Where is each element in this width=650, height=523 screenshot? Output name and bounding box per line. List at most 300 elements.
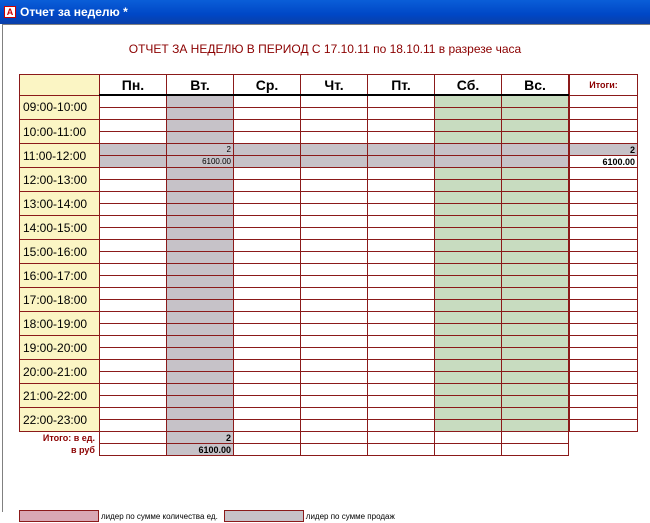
cell-sun-sum	[502, 108, 569, 120]
cell-fri-sum	[368, 108, 435, 120]
hour-label: 21:00-22:00	[20, 384, 100, 408]
cell-sat-sum	[435, 372, 502, 384]
day-fri: Пт.	[368, 75, 435, 96]
report-client-area	[0, 24, 650, 521]
total-sat-qty	[435, 432, 502, 444]
cell-sat-qty	[435, 120, 502, 132]
hour-row	[20, 312, 638, 324]
itogi-qty	[570, 216, 638, 228]
totals-sum-row	[20, 444, 638, 456]
cell-tue-sum	[167, 372, 234, 384]
itogi-sum	[570, 276, 638, 288]
hour-label: 12:00-13:00	[20, 168, 100, 192]
cell-wed-sum	[234, 324, 301, 336]
total-mon-sum	[100, 444, 167, 456]
cell-thu-sum	[301, 132, 368, 144]
cell-sun-sum	[502, 132, 569, 144]
cell-mon-qty	[100, 120, 167, 132]
hour-row	[20, 408, 638, 420]
cell-fri-qty	[368, 95, 435, 108]
cell-sun-sum	[502, 372, 569, 384]
hour-label: 15:00-16:00	[20, 240, 100, 264]
cell-thu-qty	[301, 95, 368, 108]
cell-wed-sum	[234, 372, 301, 384]
cell-wed-qty	[234, 384, 301, 396]
cell-sat-sum	[435, 300, 502, 312]
cell-fri-qty	[368, 192, 435, 204]
cell-thu-sum	[301, 348, 368, 360]
cell-mon-sum	[100, 108, 167, 120]
cell-sat-qty	[435, 384, 502, 396]
cell-fri-sum	[368, 396, 435, 408]
cell-sat-qty	[435, 264, 502, 276]
cell-tue-qty	[167, 336, 234, 348]
itogi-qty	[570, 408, 638, 420]
cell-sat-sum	[435, 180, 502, 192]
totals-sum-label: в руб	[71, 444, 95, 455]
cell-mon-sum	[100, 276, 167, 288]
cell-mon-qty	[100, 312, 167, 324]
hour-label: 19:00-20:00	[20, 336, 100, 360]
cell-tue-sum	[167, 324, 234, 336]
cell-sat-sum	[435, 204, 502, 216]
hour-row	[20, 216, 638, 228]
totals-qty-row	[20, 432, 638, 444]
cell-sun-qty	[502, 192, 569, 204]
itogi-sum	[570, 108, 638, 120]
cell-mon-qty	[100, 95, 167, 108]
cell-sat-sum	[435, 420, 502, 432]
itogi-sum	[570, 204, 638, 216]
cell-sun-qty	[502, 240, 569, 252]
cell-sun-sum	[502, 420, 569, 432]
cell-thu-sum	[301, 108, 368, 120]
cell-mon-qty	[100, 264, 167, 276]
cell-tue-qty	[167, 288, 234, 300]
cell-thu-qty	[301, 408, 368, 420]
cell-fri-qty	[368, 216, 435, 228]
cell-sat-qty	[435, 336, 502, 348]
header-corner	[20, 75, 100, 96]
total-wed-sum	[234, 444, 301, 456]
cell-fri-sum	[368, 372, 435, 384]
itogi-qty	[570, 120, 638, 132]
cell-wed-sum	[234, 300, 301, 312]
cell-tue-sum	[167, 252, 234, 264]
itogi-qty	[570, 168, 638, 180]
cell-thu-sum	[301, 276, 368, 288]
cell-fri-sum	[368, 348, 435, 360]
cell-sun-qty	[502, 144, 569, 156]
cell-mon-sum	[100, 300, 167, 312]
cell-mon-sum	[100, 132, 167, 144]
hour-row-sum	[20, 252, 638, 264]
total-sun-sum	[502, 444, 569, 456]
legend	[19, 509, 401, 523]
cell-sat-qty	[435, 168, 502, 180]
itogi-sum	[570, 228, 638, 240]
total-thu-sum	[301, 444, 368, 456]
cell-fri-qty	[368, 312, 435, 324]
cell-wed-qty	[234, 360, 301, 372]
cell-tue-sum	[167, 420, 234, 432]
hour-row-sum	[20, 228, 638, 240]
cell-fri-sum	[368, 180, 435, 192]
cell-wed-sum	[234, 276, 301, 288]
cell-wed-qty	[234, 288, 301, 300]
cell-wed-sum	[234, 132, 301, 144]
cell-mon-sum	[100, 180, 167, 192]
cell-thu-sum	[301, 300, 368, 312]
cell-wed-qty	[234, 168, 301, 180]
cell-fri-sum	[368, 252, 435, 264]
cell-thu-sum	[301, 420, 368, 432]
cell-sun-sum	[502, 324, 569, 336]
cell-thu-sum	[301, 180, 368, 192]
cell-fri-qty	[368, 408, 435, 420]
cell-fri-qty	[368, 168, 435, 180]
hour-row	[20, 95, 638, 108]
itogi-sum	[570, 372, 638, 384]
cell-tue-sum	[167, 108, 234, 120]
hour-row-sum	[20, 276, 638, 288]
hour-label: 16:00-17:00	[20, 264, 100, 288]
itogi-sum	[570, 396, 638, 408]
cell-thu-sum	[301, 372, 368, 384]
day-sun: Вс.	[502, 75, 569, 96]
cell-thu-sum	[301, 156, 368, 168]
cell-sat-qty	[435, 240, 502, 252]
total-sat-sum	[435, 444, 502, 456]
cell-wed-qty	[234, 95, 301, 108]
itogi-qty	[570, 288, 638, 300]
cell-fri-qty	[368, 336, 435, 348]
cell-tue-sum	[167, 204, 234, 216]
cell-sun-qty	[502, 408, 569, 420]
hour-row-sum	[20, 204, 638, 216]
cell-mon-qty	[100, 240, 167, 252]
cell-thu-qty	[301, 240, 368, 252]
hour-row	[20, 192, 638, 204]
hour-row-sum	[20, 348, 638, 360]
cell-sun-sum	[502, 300, 569, 312]
hour-row-sum	[20, 420, 638, 432]
itogi-qty	[570, 264, 638, 276]
cell-fri-sum	[368, 228, 435, 240]
hour-row-sum	[20, 300, 638, 312]
cell-thu-qty	[301, 120, 368, 132]
itogi-qty	[570, 95, 638, 108]
cell-sun-sum	[502, 348, 569, 360]
cell-tue-qty: 2	[167, 144, 234, 156]
hour-row	[20, 360, 638, 372]
cell-sat-qty	[435, 144, 502, 156]
hour-row	[20, 384, 638, 396]
acrobat-icon: A	[4, 6, 16, 18]
total-sun-qty	[502, 432, 569, 444]
cell-thu-sum	[301, 204, 368, 216]
total-thu-qty	[301, 432, 368, 444]
cell-sat-sum	[435, 324, 502, 336]
day-mon: Пн.	[100, 75, 167, 96]
hour-row	[20, 336, 638, 348]
cell-mon-sum	[100, 396, 167, 408]
cell-mon-sum	[100, 252, 167, 264]
cell-sun-qty	[502, 95, 569, 108]
cell-sat-sum	[435, 228, 502, 240]
cell-sat-sum	[435, 396, 502, 408]
itogi-sum	[570, 252, 638, 264]
cell-wed-sum	[234, 156, 301, 168]
cell-sat-sum	[435, 348, 502, 360]
cell-tue-sum	[167, 228, 234, 240]
hour-label: 10:00-11:00	[20, 120, 100, 144]
cell-wed-qty	[234, 336, 301, 348]
total-mon-qty	[100, 432, 167, 444]
cell-sun-qty	[502, 336, 569, 348]
itogi-qty	[570, 240, 638, 252]
cell-thu-qty	[301, 144, 368, 156]
cell-sat-qty	[435, 216, 502, 228]
cell-tue-sum	[167, 348, 234, 360]
cell-tue-qty	[167, 168, 234, 180]
cell-mon-qty	[100, 360, 167, 372]
cell-fri-qty	[368, 264, 435, 276]
window-titlebar[interactable]	[0, 0, 650, 24]
hour-row-sum	[20, 132, 638, 144]
total-tue-sum: 6100.00	[167, 444, 234, 456]
cell-sun-qty	[502, 312, 569, 324]
hour-label: 09:00-10:00	[20, 95, 100, 120]
cell-mon-qty	[100, 192, 167, 204]
cell-fri-qty	[368, 120, 435, 132]
window-title: Отчет за неделю *	[20, 5, 128, 19]
cell-tue-qty	[167, 240, 234, 252]
cell-mon-qty	[100, 384, 167, 396]
cell-tue-sum	[167, 180, 234, 192]
cell-tue-qty	[167, 95, 234, 108]
cell-thu-qty	[301, 336, 368, 348]
cell-tue-qty	[167, 216, 234, 228]
cell-thu-sum	[301, 228, 368, 240]
itogi-sum	[570, 420, 638, 432]
itogi-qty	[570, 336, 638, 348]
cell-thu-qty	[301, 288, 368, 300]
cell-sat-qty	[435, 312, 502, 324]
cell-mon-sum	[100, 372, 167, 384]
cell-fri-sum	[368, 300, 435, 312]
cell-mon-qty	[100, 288, 167, 300]
itogi-sum	[570, 300, 638, 312]
hour-label: 22:00-23:00	[20, 408, 100, 432]
cell-sun-qty	[502, 360, 569, 372]
itogi-qty: 2	[570, 144, 638, 156]
cell-mon-qty	[100, 408, 167, 420]
cell-sat-sum	[435, 276, 502, 288]
header-row	[20, 75, 638, 96]
cell-fri-sum	[368, 132, 435, 144]
hour-row	[20, 264, 638, 276]
legend-sales-text: лидер по сумме продаж	[305, 511, 395, 521]
cell-mon-sum	[100, 228, 167, 240]
report-title: ОТЧЕТ ЗА НЕДЕЛЮ В ПЕРИОД С 17.10.11 по 18.10.11 в разрезе часа	[128, 42, 522, 56]
cell-thu-qty	[301, 264, 368, 276]
itogi-sum	[570, 132, 638, 144]
hour-row	[20, 144, 638, 156]
cell-tue-sum	[167, 300, 234, 312]
cell-wed-sum	[234, 180, 301, 192]
itogi-qty	[570, 312, 638, 324]
hour-row	[20, 288, 638, 300]
cell-thu-qty	[301, 216, 368, 228]
hour-row	[20, 168, 638, 180]
cell-sat-sum	[435, 132, 502, 144]
cell-fri-qty	[368, 144, 435, 156]
cell-wed-sum	[234, 108, 301, 120]
cell-wed-sum	[234, 420, 301, 432]
itogi-qty	[570, 192, 638, 204]
total-fri-sum	[368, 444, 435, 456]
cell-sat-qty	[435, 192, 502, 204]
cell-thu-qty	[301, 360, 368, 372]
cell-thu-sum	[301, 324, 368, 336]
cell-sat-sum	[435, 252, 502, 264]
cell-fri-sum	[368, 420, 435, 432]
cell-wed-qty	[234, 216, 301, 228]
itogi-qty	[570, 360, 638, 372]
cell-wed-sum	[234, 204, 301, 216]
legend-qty-text: лидер по сумме количества ед.	[101, 511, 218, 521]
hour-label: 17:00-18:00	[20, 288, 100, 312]
cell-wed-qty	[234, 240, 301, 252]
cell-tue-sum	[167, 132, 234, 144]
cell-thu-qty	[301, 312, 368, 324]
cell-mon-qty	[100, 168, 167, 180]
cell-fri-qty	[368, 288, 435, 300]
cell-tue-qty	[167, 384, 234, 396]
day-thu: Чт.	[301, 75, 368, 96]
cell-wed-qty	[234, 408, 301, 420]
cell-tue-qty	[167, 408, 234, 420]
itogi-sum	[570, 348, 638, 360]
itogi-qty	[570, 384, 638, 396]
cell-sun-qty	[502, 216, 569, 228]
hour-label: 13:00-14:00	[20, 192, 100, 216]
cell-thu-sum	[301, 396, 368, 408]
cell-wed-qty	[234, 144, 301, 156]
cell-fri-sum	[368, 156, 435, 168]
cell-thu-sum	[301, 252, 368, 264]
hour-row	[20, 120, 638, 132]
cell-sun-qty	[502, 264, 569, 276]
totals-qty-label: Итого: в ед.	[42, 432, 95, 443]
cell-sun-qty	[502, 384, 569, 396]
cell-sun-qty	[502, 168, 569, 180]
cell-tue-sum: 6100.00	[167, 156, 234, 168]
cell-sun-sum	[502, 180, 569, 192]
hour-row-sum	[20, 372, 638, 384]
cell-wed-qty	[234, 120, 301, 132]
itogi-sum: 6100.00	[570, 156, 638, 168]
cell-sat-qty	[435, 288, 502, 300]
total-fri-qty	[368, 432, 435, 444]
cell-fri-sum	[368, 204, 435, 216]
cell-wed-sum	[234, 228, 301, 240]
cell-sun-sum	[502, 156, 569, 168]
cell-mon-sum	[100, 324, 167, 336]
totals-empty	[570, 444, 638, 456]
cell-mon-sum	[100, 348, 167, 360]
itogi-sum	[570, 180, 638, 192]
cell-fri-sum	[368, 324, 435, 336]
cell-mon-qty	[100, 336, 167, 348]
cell-fri-sum	[368, 276, 435, 288]
hour-row-sum	[20, 108, 638, 120]
hour-row-sum	[20, 324, 638, 336]
cell-mon-qty	[100, 216, 167, 228]
cell-sun-sum	[502, 204, 569, 216]
cell-sun-qty	[502, 288, 569, 300]
itogi-sum	[570, 324, 638, 336]
day-sat: Сб.	[435, 75, 502, 96]
cell-sun-qty	[502, 120, 569, 132]
cell-sat-qty	[435, 360, 502, 372]
cell-tue-sum	[167, 396, 234, 408]
total-wed-qty	[234, 432, 301, 444]
cell-mon-sum	[100, 204, 167, 216]
day-tue: Вт.	[167, 75, 234, 96]
cell-sun-sum	[502, 252, 569, 264]
cell-thu-qty	[301, 168, 368, 180]
cell-mon-sum	[100, 156, 167, 168]
cell-fri-qty	[368, 360, 435, 372]
hour-row-sum	[20, 396, 638, 408]
cell-tue-qty	[167, 264, 234, 276]
cell-wed-sum	[234, 396, 301, 408]
cell-sun-sum	[502, 396, 569, 408]
hour-row-sum	[20, 156, 638, 168]
cell-sat-sum	[435, 156, 502, 168]
itogi-header: Итоги:	[570, 75, 638, 96]
cell-fri-qty	[368, 384, 435, 396]
hour-label: 14:00-15:00	[20, 216, 100, 240]
hour-row-sum	[20, 180, 638, 192]
cell-wed-sum	[234, 252, 301, 264]
hour-row	[20, 240, 638, 252]
hour-label: 11:00-12:00	[20, 144, 100, 168]
cell-sun-sum	[502, 228, 569, 240]
day-wed: Ср.	[234, 75, 301, 96]
cell-thu-qty	[301, 384, 368, 396]
hour-label: 20:00-21:00	[20, 360, 100, 384]
cell-sat-sum	[435, 108, 502, 120]
cell-thu-qty	[301, 192, 368, 204]
report-grid	[19, 74, 638, 456]
cell-fri-qty	[368, 240, 435, 252]
cell-mon-qty	[100, 144, 167, 156]
cell-tue-qty	[167, 120, 234, 132]
total-tue-qty: 2	[167, 432, 234, 444]
cell-wed-qty	[234, 264, 301, 276]
totals-empty	[570, 432, 638, 444]
cell-sat-qty	[435, 95, 502, 108]
cell-tue-qty	[167, 360, 234, 372]
cell-tue-qty	[167, 192, 234, 204]
cell-wed-sum	[234, 348, 301, 360]
cell-sat-qty	[435, 408, 502, 420]
cell-tue-qty	[167, 312, 234, 324]
cell-wed-qty	[234, 192, 301, 204]
